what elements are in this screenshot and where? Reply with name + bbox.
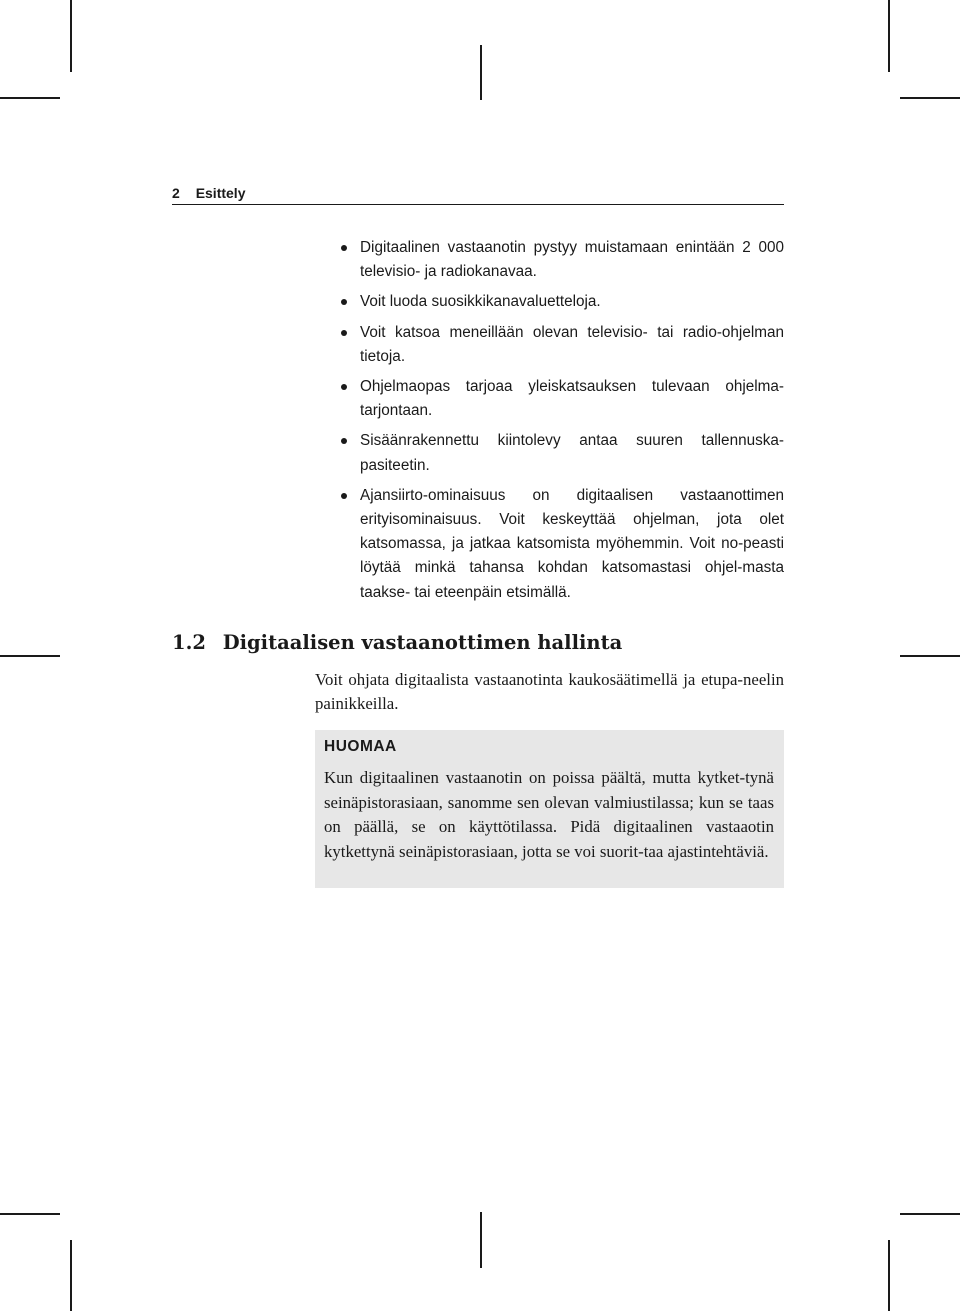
feature-list xyxy=(340,236,784,611)
bullet-icon xyxy=(341,384,347,390)
list-item: Voit katsoa meneillään olevan televisio- tai radio-ohjelman tietoja. xyxy=(340,321,784,369)
crop-mark xyxy=(480,1212,482,1268)
bullet-icon xyxy=(341,493,347,499)
crop-mark xyxy=(888,1240,890,1311)
note-box xyxy=(315,730,784,888)
crop-mark xyxy=(480,45,482,100)
crop-mark xyxy=(888,0,890,72)
list-item: Digitaalinen vastaanotin pystyy muistamaan enintään 2 000 televisio- ja radiokanavaa. xyxy=(340,236,784,284)
crop-mark xyxy=(0,1213,60,1215)
bullet-icon xyxy=(341,330,347,336)
bullet-icon xyxy=(341,245,347,251)
list-item: Ajansiirto-ominaisuus on digitaalisen vastaanottimen erityisominaisuus. Voit keskeyttää ohjelman, jota olet katsomassa, ja jatkaa katsomista myöhemmin. Voit no-peasti löytää minkä tahansa kohdan katsomastasi ohjel-masta taakse- tai eteenpäin etsimällä. xyxy=(340,484,784,605)
chapter-title: Esittely xyxy=(195,185,246,201)
section-intro: Voit ohjata digitaalista vastaanotinta kaukosäätimellä ja etupa-neelin painikkeilla. xyxy=(315,670,784,714)
list-item: Voit luoda suosikkikanavaluetteloja. xyxy=(340,290,784,314)
running-header xyxy=(172,185,784,201)
section-title: Digitaalisen vastaanottimen hallinta xyxy=(222,631,623,654)
note-title: HUOMAA xyxy=(324,738,397,755)
section-heading xyxy=(172,628,784,658)
crop-mark xyxy=(900,97,960,99)
header-rule xyxy=(172,204,784,205)
note-body: Kun digitaalinen vastaanotin on poissa päältä, mutta kytket-tynä seinäpistorasiaan, sanomme sen olevan valmiustilassa; kun se taas on päällä, se on käyttötilassa. Pidä digitaalinen vastaaotin kytkettynä seinäpistorasiaan, jotta se voi suorit-taa ajastintehtäviä. xyxy=(324,768,774,861)
list-item: Sisäänrakennettu kiintolevy antaa suuren tallennuska-pasiteetin. xyxy=(340,429,784,477)
crop-mark xyxy=(900,1213,960,1215)
section-number: 1.2 xyxy=(172,631,206,654)
page-number: 2 xyxy=(172,185,180,201)
crop-mark xyxy=(0,655,60,657)
crop-mark xyxy=(70,0,72,72)
crop-mark xyxy=(900,655,960,657)
crop-mark xyxy=(70,1240,72,1311)
crop-mark xyxy=(0,97,60,99)
bullet-icon xyxy=(341,438,347,444)
list-item: Ohjelmaopas tarjoaa yleiskatsauksen tulevaan ohjelma-tarjontaan. xyxy=(340,375,784,423)
bullet-icon xyxy=(341,299,347,305)
